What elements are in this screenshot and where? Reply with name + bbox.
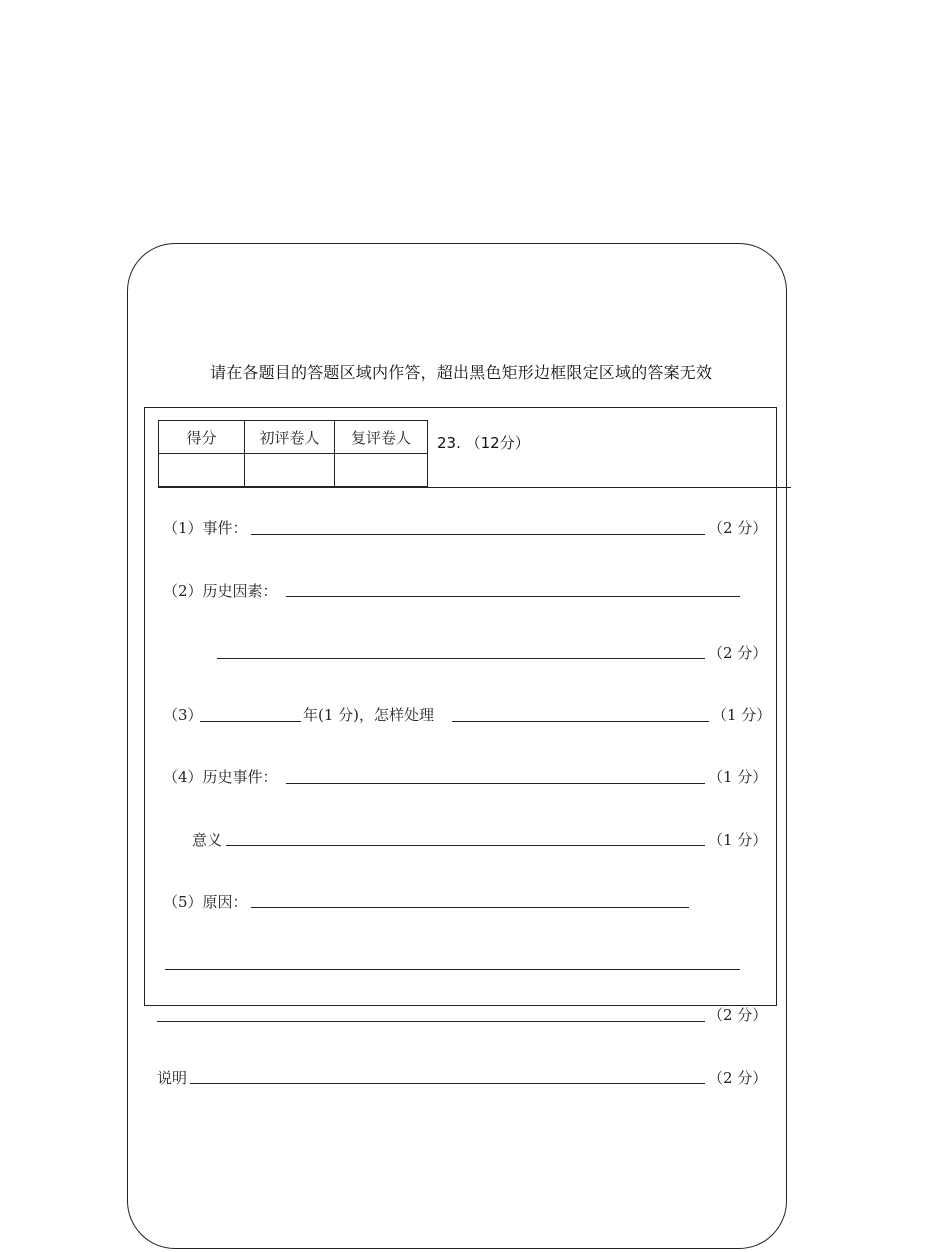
q4-meaning-line[interactable] xyxy=(226,845,705,846)
q5-answer-line-3[interactable] xyxy=(157,1021,705,1022)
q2-points: （2 分） xyxy=(708,644,768,662)
question-number: 23. （12分） xyxy=(437,434,530,452)
q2-answer-line-2[interactable] xyxy=(217,658,705,659)
explain-points: （2 分） xyxy=(708,1069,768,1087)
q5-label: （5）原因： xyxy=(163,893,248,911)
q5-answer-line-1[interactable] xyxy=(251,907,689,908)
q2-answer-line-1[interactable] xyxy=(286,596,740,597)
q2-label: （2）历史因素： xyxy=(163,582,278,600)
header-divider xyxy=(158,487,791,488)
q1-answer-line[interactable] xyxy=(251,534,705,535)
q4-points: （1 分） xyxy=(708,768,768,786)
q4-label: （4）历史事件： xyxy=(163,768,278,786)
q4-meaning-label: 意义 xyxy=(192,831,223,849)
score-cell-first-grader[interactable] xyxy=(245,454,335,487)
answer-notice: 请在各题目的答题区域内作答，超出黑色矩形边框限定区域的答案无效 xyxy=(210,363,713,382)
q1-points: （2 分） xyxy=(708,519,768,537)
q5-points: （2 分） xyxy=(708,1006,768,1024)
score-cell-score[interactable] xyxy=(159,454,245,487)
q3-year-line[interactable] xyxy=(200,721,301,722)
q1-label: （1）事件： xyxy=(163,519,248,537)
score-cell-second-grader[interactable] xyxy=(335,454,428,487)
q3-points: （1 分） xyxy=(712,706,772,724)
score-header-second-grader: 复评卷人 xyxy=(335,421,428,454)
q3-label: （3） xyxy=(163,706,203,724)
score-header-score: 得分 xyxy=(159,421,245,454)
answer-region-box xyxy=(144,407,777,1006)
q3-mid-text: 年(1 分)，怎样处理 xyxy=(303,706,435,724)
explain-label: 说明 xyxy=(157,1069,188,1087)
q3-answer-line[interactable] xyxy=(452,721,709,722)
explain-answer-line[interactable] xyxy=(190,1083,705,1084)
score-header-first-grader: 初评卷人 xyxy=(245,421,335,454)
score-table xyxy=(158,420,428,487)
q4-answer-line[interactable] xyxy=(286,783,705,784)
q5-answer-line-2[interactable] xyxy=(165,969,740,970)
q4-meaning-points: （1 分） xyxy=(708,831,768,849)
